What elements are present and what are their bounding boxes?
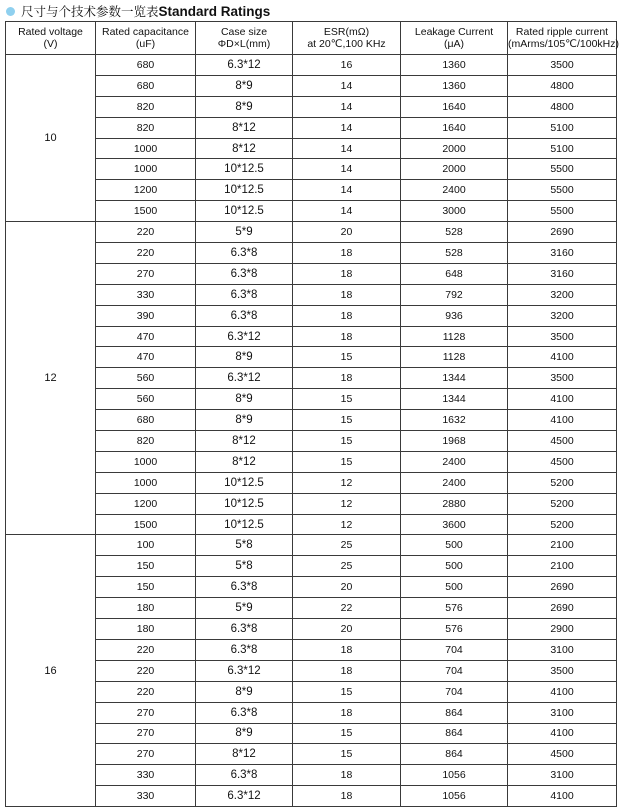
header-esr: ESR(mΩ) at 20℃,100 KHz: [293, 22, 401, 55]
table-row: [6, 472, 617, 493]
case-size-cell: 10*12.5: [196, 201, 293, 222]
ripple-cell: 3100: [508, 702, 617, 723]
capacitance-cell: 820: [96, 96, 196, 117]
header-case-size: Case size ΦD×L(mm): [196, 22, 293, 55]
case-size-cell: 8*12: [196, 451, 293, 472]
leakage-cell: 576: [401, 598, 508, 619]
capacitance-cell: 270: [96, 744, 196, 765]
leakage-cell: 1056: [401, 765, 508, 786]
esr-cell: 14: [293, 117, 401, 138]
ripple-cell: 5200: [508, 472, 617, 493]
leakage-cell: 648: [401, 263, 508, 284]
leakage-cell: 1344: [401, 389, 508, 410]
table-header-row: [6, 22, 617, 55]
ripple-cell: 4500: [508, 744, 617, 765]
ripple-cell: 4500: [508, 431, 617, 452]
table-row: [6, 535, 617, 556]
leakage-cell: 1344: [401, 368, 508, 389]
capacitance-cell: 680: [96, 75, 196, 96]
leakage-cell: 576: [401, 619, 508, 640]
leakage-cell: 1632: [401, 410, 508, 431]
ripple-cell: 5100: [508, 117, 617, 138]
capacitance-cell: 180: [96, 598, 196, 619]
capacitance-cell: 1000: [96, 138, 196, 159]
capacitance-cell: 220: [96, 639, 196, 660]
esr-cell: 18: [293, 660, 401, 681]
section-title: [6, 2, 270, 20]
ripple-cell: 3100: [508, 639, 617, 660]
case-size-cell: 8*12: [196, 744, 293, 765]
leakage-cell: 704: [401, 681, 508, 702]
leakage-cell: 1128: [401, 326, 508, 347]
capacitance-cell: 560: [96, 389, 196, 410]
ripple-cell: 4100: [508, 723, 617, 744]
table-row: [6, 786, 617, 807]
esr-cell: 14: [293, 159, 401, 180]
leakage-cell: 2400: [401, 472, 508, 493]
capacitance-cell: 330: [96, 765, 196, 786]
table-row: [6, 305, 617, 326]
ripple-cell: 3500: [508, 368, 617, 389]
leakage-cell: 500: [401, 535, 508, 556]
table-row: [6, 702, 617, 723]
rated-voltage-cell: 16: [6, 535, 96, 807]
case-size-cell: 5*9: [196, 222, 293, 243]
esr-cell: 15: [293, 723, 401, 744]
ripple-cell: 4800: [508, 96, 617, 117]
leakage-cell: 1128: [401, 347, 508, 368]
esr-cell: 22: [293, 598, 401, 619]
esr-cell: 15: [293, 347, 401, 368]
esr-cell: 15: [293, 431, 401, 452]
case-size-cell: 6.3*8: [196, 284, 293, 305]
case-size-cell: 6.3*12: [196, 786, 293, 807]
table-row: [6, 201, 617, 222]
leakage-cell: 1360: [401, 75, 508, 96]
ripple-cell: 3160: [508, 263, 617, 284]
capacitance-cell: 680: [96, 55, 196, 76]
leakage-cell: 500: [401, 577, 508, 598]
esr-cell: 18: [293, 243, 401, 264]
ripple-cell: 2900: [508, 619, 617, 640]
leakage-cell: 1968: [401, 431, 508, 452]
capacitance-cell: 470: [96, 347, 196, 368]
ripple-cell: 4100: [508, 786, 617, 807]
capacitance-cell: 1200: [96, 180, 196, 201]
capacitance-cell: 220: [96, 222, 196, 243]
table-row: [6, 681, 617, 702]
table-row: [6, 556, 617, 577]
leakage-cell: 792: [401, 284, 508, 305]
ripple-cell: 3200: [508, 305, 617, 326]
table-row: [6, 619, 617, 640]
esr-cell: 18: [293, 786, 401, 807]
table-row: [6, 723, 617, 744]
esr-cell: 18: [293, 368, 401, 389]
ripple-cell: 3500: [508, 55, 617, 76]
leakage-cell: 500: [401, 556, 508, 577]
title-english: Standard Ratings: [158, 3, 271, 19]
case-size-cell: 10*12.5: [196, 472, 293, 493]
table-row: [6, 159, 617, 180]
leakage-cell: 3000: [401, 201, 508, 222]
leakage-cell: 1360: [401, 55, 508, 76]
ripple-cell: 4100: [508, 410, 617, 431]
ripple-cell: 3100: [508, 765, 617, 786]
case-size-cell: 8*12: [196, 117, 293, 138]
header-ripple-current: Rated ripple current (mArms/105℃/100kHz): [508, 22, 617, 55]
case-size-cell: 6.3*12: [196, 326, 293, 347]
bullet-dot-icon: [6, 7, 15, 16]
capacitance-cell: 390: [96, 305, 196, 326]
case-size-cell: 8*12: [196, 431, 293, 452]
table-row: [6, 138, 617, 159]
esr-cell: 25: [293, 535, 401, 556]
table-row: [6, 96, 617, 117]
ripple-cell: 5100: [508, 138, 617, 159]
esr-cell: 14: [293, 75, 401, 96]
esr-cell: 15: [293, 410, 401, 431]
ripple-cell: 5200: [508, 514, 617, 535]
standard-ratings-table: [5, 21, 617, 807]
table-row: [6, 493, 617, 514]
capacitance-cell: 1000: [96, 472, 196, 493]
capacitance-cell: 560: [96, 368, 196, 389]
leakage-cell: 864: [401, 702, 508, 723]
capacitance-cell: 220: [96, 660, 196, 681]
case-size-cell: 8*12: [196, 138, 293, 159]
ripple-cell: 2100: [508, 556, 617, 577]
capacitance-cell: 1500: [96, 514, 196, 535]
header-rated-voltage: Rated voltage (V): [6, 22, 96, 55]
leakage-cell: 1640: [401, 96, 508, 117]
case-size-cell: 10*12.5: [196, 514, 293, 535]
esr-cell: 18: [293, 284, 401, 305]
case-size-cell: 6.3*8: [196, 702, 293, 723]
table-row: [6, 577, 617, 598]
capacitance-cell: 220: [96, 681, 196, 702]
ripple-cell: 4100: [508, 681, 617, 702]
esr-cell: 20: [293, 222, 401, 243]
case-size-cell: 6.3*8: [196, 305, 293, 326]
table-row: [6, 117, 617, 138]
capacitance-cell: 270: [96, 263, 196, 284]
esr-cell: 14: [293, 180, 401, 201]
header-leakage-current: Leakage Current (μA): [401, 22, 508, 55]
esr-cell: 20: [293, 577, 401, 598]
capacitance-cell: 270: [96, 723, 196, 744]
table-row: [6, 410, 617, 431]
ripple-cell: 2690: [508, 222, 617, 243]
case-size-cell: 8*9: [196, 723, 293, 744]
table-row: [6, 598, 617, 619]
table-row: [6, 326, 617, 347]
capacitance-cell: 1500: [96, 201, 196, 222]
esr-cell: 12: [293, 472, 401, 493]
title-chinese: 尺寸与个技术参数一览表: [21, 4, 159, 19]
capacitance-cell: 270: [96, 702, 196, 723]
esr-cell: 25: [293, 556, 401, 577]
table-row: [6, 243, 617, 264]
table-row: [6, 660, 617, 681]
case-size-cell: 8*9: [196, 681, 293, 702]
ripple-cell: 5500: [508, 180, 617, 201]
table-row: [6, 284, 617, 305]
case-size-cell: 6.3*8: [196, 243, 293, 264]
capacitance-cell: 470: [96, 326, 196, 347]
esr-cell: 14: [293, 96, 401, 117]
case-size-cell: 8*9: [196, 347, 293, 368]
case-size-cell: 8*9: [196, 96, 293, 117]
table-row: [6, 431, 617, 452]
leakage-cell: 2000: [401, 159, 508, 180]
table-row: [6, 451, 617, 472]
table-row: [6, 55, 617, 76]
capacitance-cell: 820: [96, 431, 196, 452]
leakage-cell: 528: [401, 222, 508, 243]
esr-cell: 15: [293, 389, 401, 410]
ripple-cell: 4100: [508, 347, 617, 368]
case-size-cell: 10*12.5: [196, 493, 293, 514]
capacitance-cell: 680: [96, 410, 196, 431]
leakage-cell: 2400: [401, 180, 508, 201]
ripple-cell: 3500: [508, 660, 617, 681]
case-size-cell: 6.3*8: [196, 765, 293, 786]
table-row: [6, 639, 617, 660]
ripple-cell: 3160: [508, 243, 617, 264]
case-size-cell: 6.3*12: [196, 660, 293, 681]
ripple-cell: 4500: [508, 451, 617, 472]
leakage-cell: 2400: [401, 451, 508, 472]
esr-cell: 20: [293, 619, 401, 640]
capacitance-cell: 820: [96, 117, 196, 138]
esr-cell: 14: [293, 138, 401, 159]
ripple-cell: 2690: [508, 598, 617, 619]
case-size-cell: 10*12.5: [196, 159, 293, 180]
leakage-cell: 3600: [401, 514, 508, 535]
table-row: [6, 514, 617, 535]
ripple-cell: 2690: [508, 577, 617, 598]
esr-cell: 18: [293, 765, 401, 786]
case-size-cell: 6.3*12: [196, 55, 293, 76]
esr-cell: 15: [293, 744, 401, 765]
capacitance-cell: 330: [96, 284, 196, 305]
table-row: [6, 222, 617, 243]
table-row: [6, 389, 617, 410]
case-size-cell: 6.3*8: [196, 619, 293, 640]
leakage-cell: 528: [401, 243, 508, 264]
capacitance-cell: 100: [96, 535, 196, 556]
esr-cell: 18: [293, 326, 401, 347]
leakage-cell: 1056: [401, 786, 508, 807]
ripple-cell: 2100: [508, 535, 617, 556]
case-size-cell: 6.3*8: [196, 639, 293, 660]
ripple-cell: 5500: [508, 201, 617, 222]
ripple-cell: 3200: [508, 284, 617, 305]
leakage-cell: 864: [401, 723, 508, 744]
leakage-cell: 1640: [401, 117, 508, 138]
leakage-cell: 864: [401, 744, 508, 765]
table-row: [6, 368, 617, 389]
leakage-cell: 936: [401, 305, 508, 326]
ripple-cell: 3500: [508, 326, 617, 347]
table-row: [6, 75, 617, 96]
leakage-cell: 704: [401, 639, 508, 660]
esr-cell: 15: [293, 451, 401, 472]
case-size-cell: 5*8: [196, 556, 293, 577]
esr-cell: 18: [293, 263, 401, 284]
case-size-cell: 8*9: [196, 389, 293, 410]
case-size-cell: 8*9: [196, 75, 293, 96]
table-row: [6, 347, 617, 368]
header-rated-capacitance: Rated capacitance (uF): [96, 22, 196, 55]
esr-cell: 18: [293, 702, 401, 723]
esr-cell: 12: [293, 514, 401, 535]
rated-voltage-cell: 10: [6, 55, 96, 222]
rated-voltage-cell: 12: [6, 222, 96, 535]
case-size-cell: 6.3*8: [196, 263, 293, 284]
capacitance-cell: 180: [96, 619, 196, 640]
case-size-cell: 6.3*8: [196, 577, 293, 598]
capacitance-cell: 150: [96, 577, 196, 598]
capacitance-cell: 1000: [96, 159, 196, 180]
capacitance-cell: 220: [96, 243, 196, 264]
table-row: [6, 744, 617, 765]
esr-cell: 18: [293, 639, 401, 660]
capacitance-cell: 150: [96, 556, 196, 577]
case-size-cell: 5*8: [196, 535, 293, 556]
case-size-cell: 5*9: [196, 598, 293, 619]
ripple-cell: 5200: [508, 493, 617, 514]
table-row: [6, 180, 617, 201]
table-row: [6, 765, 617, 786]
ripple-cell: 4100: [508, 389, 617, 410]
table-body: [6, 55, 617, 807]
leakage-cell: 2000: [401, 138, 508, 159]
ripple-cell: 4800: [508, 75, 617, 96]
capacitance-cell: 1000: [96, 451, 196, 472]
capacitance-cell: 330: [96, 786, 196, 807]
esr-cell: 16: [293, 55, 401, 76]
esr-cell: 15: [293, 681, 401, 702]
leakage-cell: 2880: [401, 493, 508, 514]
case-size-cell: 10*12.5: [196, 180, 293, 201]
esr-cell: 12: [293, 493, 401, 514]
case-size-cell: 6.3*12: [196, 368, 293, 389]
ripple-cell: 5500: [508, 159, 617, 180]
capacitance-cell: 1200: [96, 493, 196, 514]
case-size-cell: 8*9: [196, 410, 293, 431]
esr-cell: 18: [293, 305, 401, 326]
leakage-cell: 704: [401, 660, 508, 681]
esr-cell: 14: [293, 201, 401, 222]
table-row: [6, 263, 617, 284]
